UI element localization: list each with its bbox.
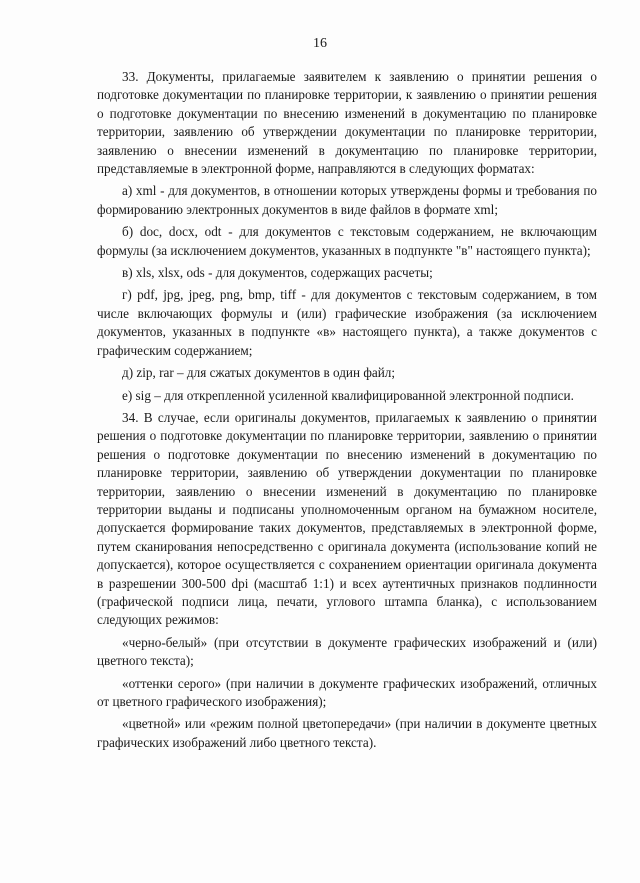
list-item-black-white: «черно-белый» (при отсутствии в документе графических изображений и (или) цветного текста); [97,634,597,669]
document-body [97,68,597,752]
paragraph-34: 34. В случае, если оригиналы документов, прилагаемых к заявлению о принятии решения о подготовке документации по планировке территории, заявлению о принятии решения о подготовке документации по внесению изменений в документацию по планировке территории, заявлению об утверждении документации по планировке территории, заявлению о внесении изменений в документацию по планировке территории выданы и подписаны уполномоченным органом на бумажном носителе, допускается формирование таких документов, представляемых в электронной форме, путем сканирования непосредственно с оригинала документа (использование копий не допускается), которое осуществляется с сохранением ориентации оригинала документа в разрешении 300-500 dpi (масштаб 1:1) и всех аутентичных признаков подлинности (графической подписи лица, печати, углового штампа бланка), с использованием следующих режимов: [97,409,597,628]
page-number: 16 [313,36,327,51]
list-item-sig: е) sig – для открепленной усиленной квалифицированной электронной подписи. [122,387,574,403]
paragraph-33: 33. Документы, прилагаемые заявителем к заявлению о принятии решения о подготовке документации по планировке территории, к заявлению о принятии решения о подготовке документации по внесению изменений в документацию по планировке территории, заявлению об утверждении документации по планировке территории, заявлению о внесении изменений в документацию по планировке территории, представляемые в электронной форме, направляются в следующих форматах: [97,69,597,177]
list-item-grayscale: «оттенки серого» (при наличии в документе графических изображений, отличных от цветного графического изображения); [97,675,597,709]
list-item-color: «цветной» или «режим полной цветопередачи» (при наличии в документе цветных графических изображений либо цветного текста). [97,716,597,750]
list-item-pdf: г) pdf, jpg, jpeg, png, bmp, tiff - для документов с текстовым содержанием, в том числе включающих формулы и (или) графические изображения (за исключением документов, указанных в подпункте «в» настоящего пункта), а также документов с графическим содержанием; [97,287,597,358]
list-item-zip: д) zip, rar – для сжатых документов в один файл; [122,365,396,381]
list-item-doc: б) doc, docx, odt - для документов с текстовым содержанием, не включающим формулы (за исключением документов, указанных в подпункте "в" настоящего пункта); [97,224,597,258]
list-item-xls: в) xls, xlsx, ods - для документов, содержащих расчеты; [122,265,433,281]
list-item-xml: а) xml - для документов, в отношении которых утверждены формы и требования по формированию электронных документов в виде файлов в формате xml; [97,183,597,217]
